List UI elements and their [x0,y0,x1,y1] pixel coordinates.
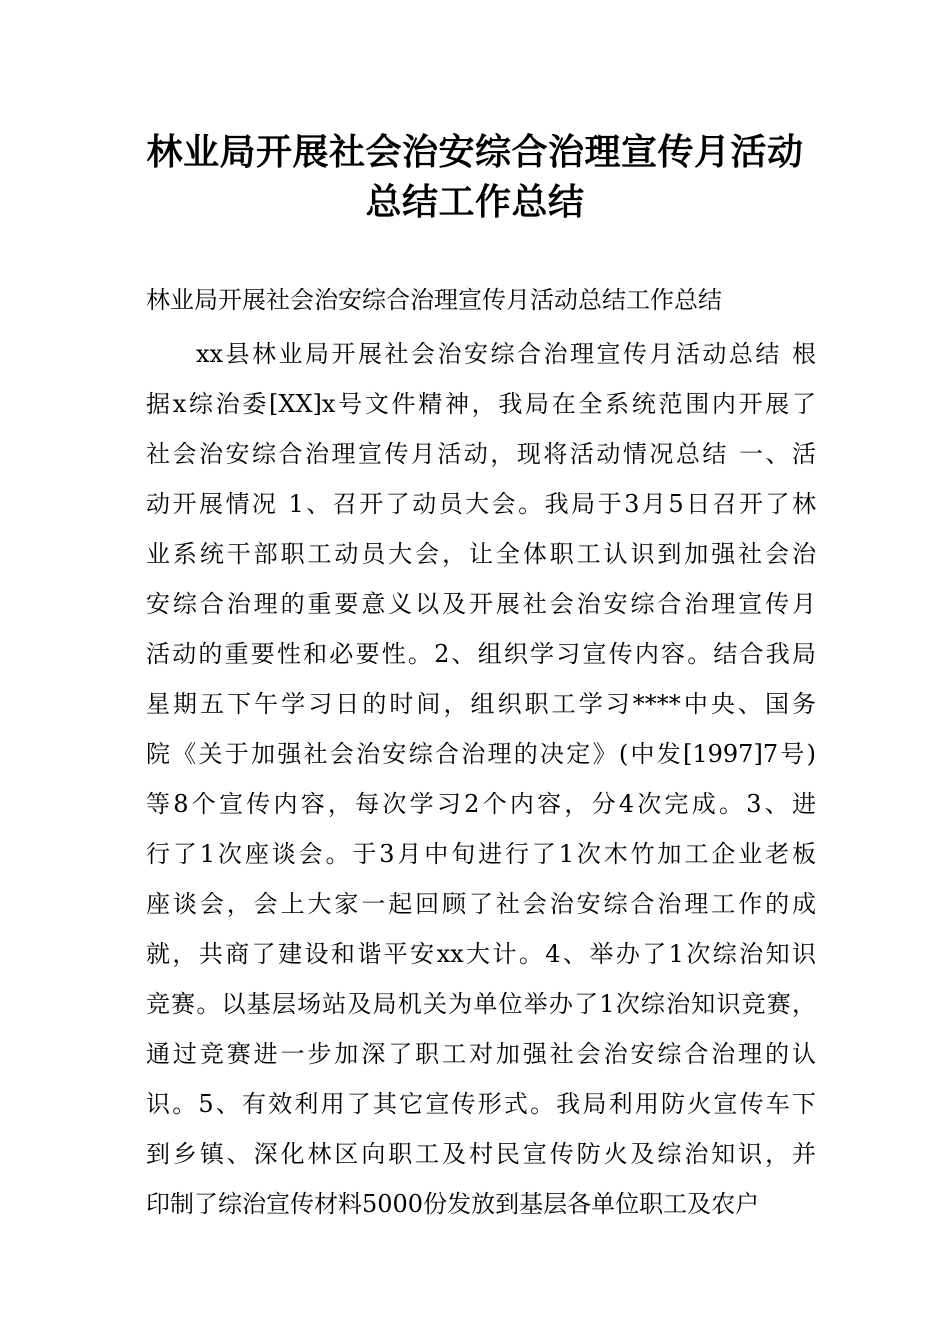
body-line: 活动的重要性和必要性。2、组织学习宣传内容。结合我局 [146,640,816,668]
body-line: 动开展情况 1、召开了动员大会。我局于3月5日召开了林 [146,490,816,518]
body-line: xx县林业局开展社会治安综合治理宣传月活动总结 根 [196,340,816,368]
body-line: 印制了综治宣传材料5000份发放到基层各单位职工及农户 [146,1190,760,1218]
body-line: 座谈会，会上大家一起回顾了社会治安综合治理工作的成 [146,890,816,918]
body-line: 就，共商了建设和谐平安xx大计。4、举办了1次综治知识 [146,940,816,968]
body-line: 据x综治委[XX]x号文件精神，我局在全系统范围内开展了 [146,390,816,418]
body-line: 院《关于加强社会治安综合治理的决定》(中发[1997]7号) [146,740,816,768]
body-line: 安综合治理的重要意义以及开展社会治安综合治理宣传月 [146,590,816,618]
document-title: 林业局开展社会治安综合治理宣传月活动总结工作总结 [146,132,804,223]
document-body [146,331,816,1231]
body-line: 竞赛。以基层场站及局机关为单位举办了1次综治知识竞赛， [146,990,816,1018]
body-line: 等8个宣传内容，每次学习2个内容，分4次完成。3、进 [146,790,816,818]
body-line: 社会治安综合治理宣传月活动，现将活动情况总结 一、活 [146,440,816,468]
body-line: 到乡镇、深化林区向职工及村民宣传防火及综治知识，并 [146,1140,816,1168]
body-line: 通过竞赛进一步加深了职工对加强社会治安综合治理的认 [146,1040,816,1068]
document-subheading: 林业局开展社会治安综合治理宣传月活动总结工作总结 [146,286,722,314]
body-line: 行了1次座谈会。于3月中旬进行了1次木竹加工企业老板 [146,840,816,868]
body-line: 星期五下午学习日的时间，组织职工学习****中央、国务 [146,690,816,718]
body-line: 业系统干部职工动员大会，让全体职工认识到加强社会治 [146,540,816,568]
body-line: 识。5、有效利用了其它宣传形式。我局利用防火宣传车下 [146,1090,816,1118]
